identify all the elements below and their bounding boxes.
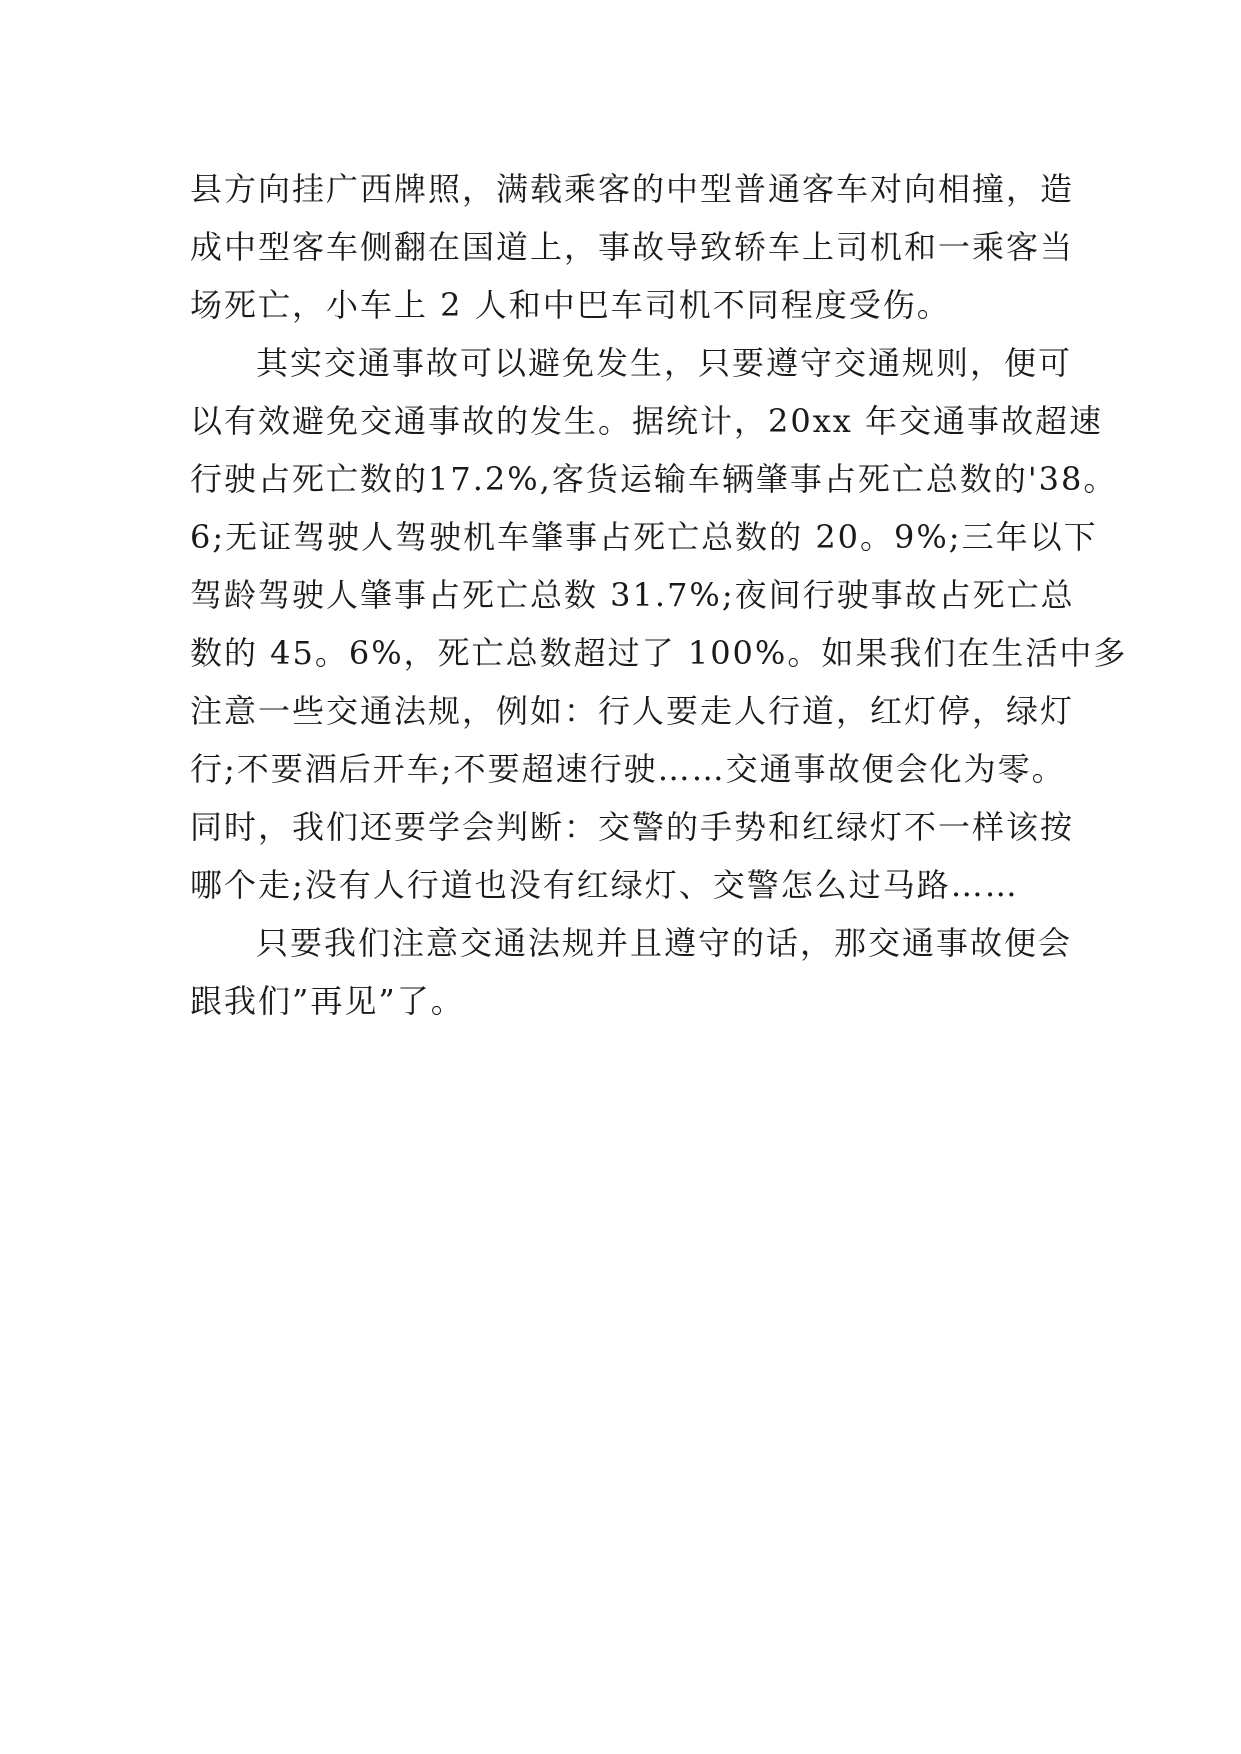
text-line: 注意一些交通法规，例如：行人要走人行道，红灯停，绿灯 — [190, 692, 1075, 730]
text-line: 数的 45。6%，死亡总数超过了 100%。如果我们在生活中多 — [190, 634, 1128, 672]
paragraph-statistics — [190, 334, 1128, 914]
text-line: 县方向挂广西牌照，满载乘客的中型普通客车对向相撞，造 — [190, 170, 1075, 208]
document-body — [190, 160, 1128, 1030]
text-line: 行驶占死亡数的17.2%,客货运输车辆肇事占死亡总数的'38。 — [190, 460, 1118, 498]
text-line: 哪个走;没有人行道也没有红绿灯、交警怎么过马路…… — [190, 866, 1019, 904]
text-line: 行;不要酒后开车;不要超速行驶……交通事故便会化为零。 — [190, 750, 1066, 788]
text-line: 跟我们”再见”了。 — [190, 982, 465, 1020]
text-line: 以有效避免交通事故的发生。据统计，20xx 年交通事故超速 — [190, 402, 1103, 440]
text-line: 只要我们注意交通法规并且遵守的话，那交通事故便会 — [256, 924, 1073, 962]
text-line: 场死亡，小车上 2 人和中巴车司机不同程度受伤。 — [190, 286, 951, 324]
paragraph-accident-description — [190, 160, 1075, 334]
text-line: 驾龄驾驶人肇事占死亡总数 31.7%;夜间行驶事故占死亡总 — [190, 576, 1075, 614]
text-line: 成中型客车侧翻在国道上，事故导致轿车上司机和一乘客当 — [190, 228, 1075, 266]
text-line: 同时，我们还要学会判断：交警的手势和红绿灯不一样该按 — [190, 808, 1075, 846]
text-line: 6;无证驾驶人驾驶机车肇事占死亡总数的 20。9%;三年以下 — [190, 518, 1098, 556]
paragraph-conclusion — [190, 914, 1073, 1030]
text-line: 其实交通事故可以避免发生，只要遵守交通规则，便可 — [256, 344, 1073, 382]
